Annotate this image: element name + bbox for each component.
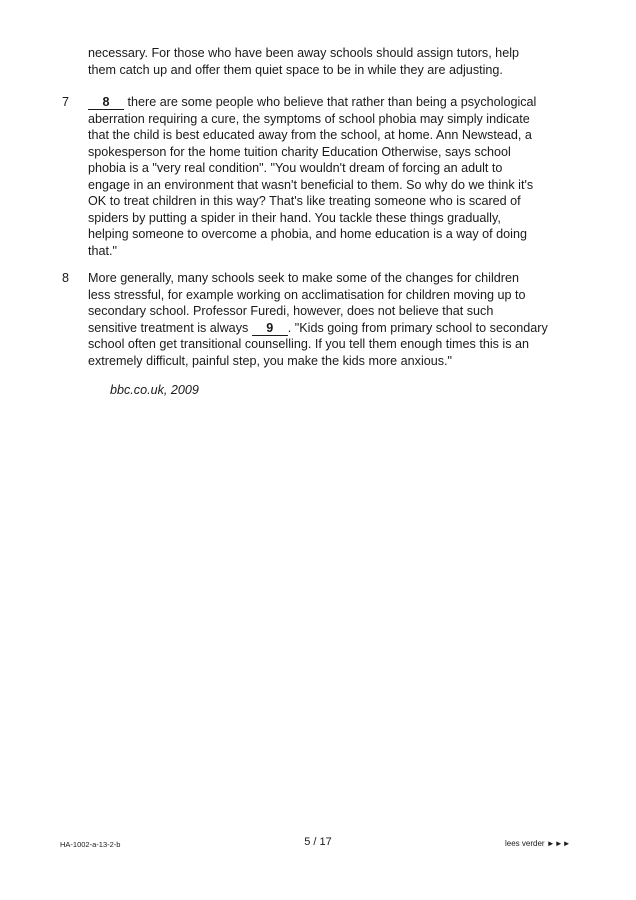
text-line: phobia is a "very real condition". "You wouldn't dream of forcing an adult to xyxy=(88,161,503,175)
text-line: More generally, many schools seek to make some of the changes for children xyxy=(88,271,519,285)
text-line: OK to treat children in this way? That's like treating someone who is scared of xyxy=(88,194,521,208)
source-citation: bbc.co.uk, 2009 xyxy=(110,383,199,397)
text-line: aberration requiring a cure, the symptoms of school phobia may simply indicate xyxy=(88,111,530,126)
gap-marker-9: 9 xyxy=(252,322,288,336)
paragraph-8 xyxy=(88,270,593,369)
text-fragment: sensitive treatment is always xyxy=(88,320,249,335)
text-line: engage in an environment that wasn't beneficial to them. So why do we think it's xyxy=(88,177,534,192)
text-line: that." xyxy=(88,243,117,258)
text-line: necessary. For those who have been away schools should assign tutors, help xyxy=(88,46,519,60)
footer-page-number: 5 / 17 xyxy=(304,836,332,848)
text-line: spokesperson for the home tuition charity Education Otherwise, says school xyxy=(88,144,511,159)
text-line xyxy=(88,320,593,337)
text-line xyxy=(88,94,593,111)
gap-marker-8: 8 xyxy=(88,96,124,110)
text-line: less stressful, for example working on acclimatisation for children moving up to xyxy=(88,287,526,302)
continuation-paragraph xyxy=(88,45,593,78)
text-line: school often get transitional counselling. If you tell them enough times this is an xyxy=(88,337,530,351)
text-line: secondary school. Professor Furedi, however, does not believe that such xyxy=(88,304,494,318)
text-line: helping someone to overcome a phobia, and home education is a way of doing xyxy=(88,227,527,241)
text-line: them catch up and offer them quiet space to be in while they are adjusting. xyxy=(88,62,503,77)
text-line: that the child is best educated away from the school, at home. Ann Newstead, a xyxy=(88,128,532,142)
paragraph-number-8: 8 xyxy=(62,271,70,285)
footer-continue: lees verder ►►► xyxy=(505,839,571,848)
text-line: spiders by putting a spider in their hand. You tackle these things gradually, xyxy=(88,210,501,225)
text-fragment: there are some people who believe that rather than being a psychological xyxy=(127,95,537,109)
paragraph-7 xyxy=(88,94,593,259)
text-line: extremely difficult, painful step, you make the kids more anxious." xyxy=(88,353,453,368)
paragraph-number-7: 7 xyxy=(62,95,70,109)
text-fragment: . "Kids going from primary school to secondary xyxy=(287,320,548,335)
footer-exam-code: HA-1002-a-13-2-b xyxy=(60,840,121,849)
